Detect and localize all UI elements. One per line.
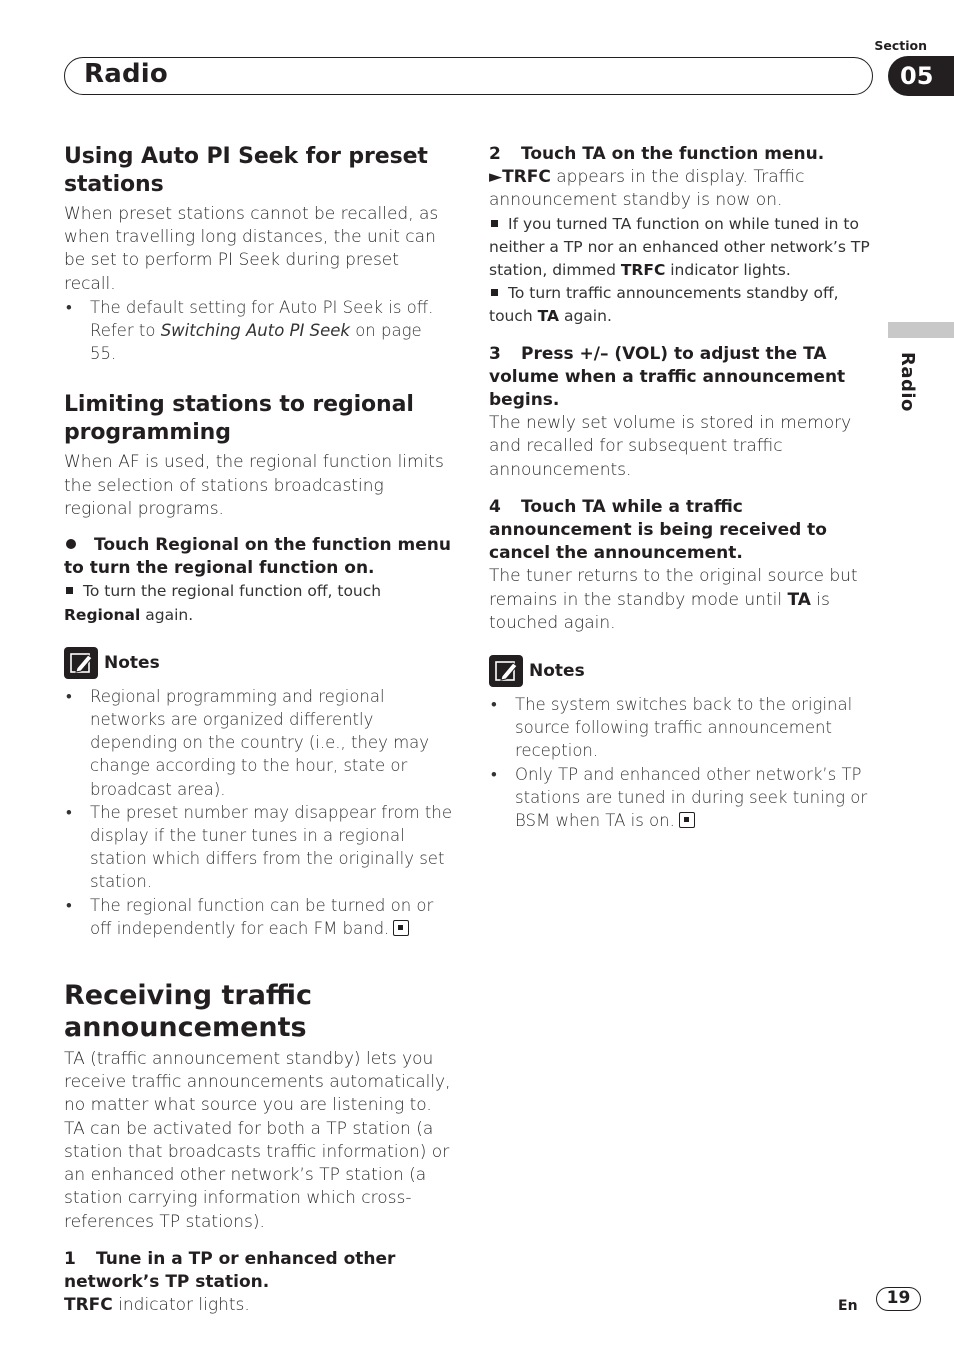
notes-list (64, 685, 452, 940)
square-bullet-icon (491, 289, 498, 296)
pencil-notes-icon (489, 655, 523, 687)
step-text: Press +/– (VOL) to adjust the TA volume when a traffic announcement begins. (489, 343, 846, 411)
list-item (64, 296, 452, 366)
indicator-keyword: TRFC (64, 1295, 113, 1316)
paragraph-traffic: TA (traffic announcement standby) lets you receive traffic announcements automatically, no matter what source you are listening to. TA can be activated for both a TP station (a station that broadcasts traffic information) or an enhanced other network’s TP station (a station carrying information which cross-references TP stations). (64, 1049, 451, 1232)
notes-title: Notes (104, 652, 160, 673)
step-2 (489, 143, 879, 166)
square-bullet-icon (66, 587, 73, 594)
list-item: • Regional programming and regional networks are organized differently depending on the country (i.e., they may change according to the hour, state or broadcast area). (64, 685, 452, 801)
heading-auto-pi-seek: Using Auto PI Seek for preset stations (64, 144, 428, 197)
list-item (64, 894, 452, 940)
note-text: To turn the regional function off, touch (83, 582, 382, 601)
step-2-body (489, 166, 879, 212)
list-text: Only TP and enhanced other network’s TP stations are tuned in during seek tuning or BSM when TA is on. (515, 764, 868, 831)
notes-header (64, 647, 452, 679)
note-keyword: TRFC (620, 261, 666, 280)
language-label: En (838, 1298, 858, 1314)
step-4 (489, 496, 879, 566)
header-frame (64, 57, 873, 95)
note-text: indicator lights. (665, 261, 791, 280)
note-keyword: Regional (64, 605, 141, 624)
body-text: appears in the display. Traffic announcement standby is now on. (489, 167, 805, 211)
step-3-body: The newly set volume is stored in memory and recalled for subsequent traffic announcements. (489, 413, 852, 480)
pencil-notes-icon (64, 647, 98, 679)
sub-note-dimmed (489, 213, 879, 283)
step-1-body (64, 1294, 452, 1317)
end-mark-icon (393, 920, 409, 936)
square-bullet-icon (491, 220, 498, 227)
step-number: 3 (489, 343, 501, 364)
list-item: • The preset number may disappear from the display if the tuner tunes in a regional station which differs from the originally set station. (64, 801, 452, 894)
list-text: The regional function can be turned on or off independently for each FM band. (90, 895, 434, 938)
step-number: 4 (489, 496, 501, 517)
section-number-badge: 05 (888, 56, 954, 96)
indicator-keyword: ►TRFC (489, 167, 551, 188)
body-text: is touched again. (489, 589, 830, 633)
list-text: The default setting for Auto PI Seek is off. Refer to (90, 297, 434, 341)
notes-title: Notes (529, 661, 585, 682)
heading-regional: Limiting stations to regional programming (64, 392, 414, 446)
body-text: The tuner returns to the original source but remains in the standby mode until (489, 566, 858, 610)
heading-traffic: Receiving traffic announcements (64, 980, 313, 1044)
step-3 (489, 343, 879, 413)
note-keyword: TA (537, 307, 560, 326)
step-text: Tune in a TP or enhanced other network’s TP station. (64, 1248, 396, 1292)
notes-list (489, 693, 879, 832)
note-text: If you turned TA function on while tuned in to neither a TP nor an enhanced other network’s TP station, dimmed (489, 214, 870, 280)
body-text: indicator lights. (112, 1295, 250, 1316)
step-regional (64, 534, 452, 580)
step-text: Touch Regional on the function menu to turn the regional function on. (64, 535, 451, 579)
paragraph-auto-pi-seek: When preset stations cannot be recalled, as when travelling long distances, the unit can be set to perform PI Seek during preset recall. (64, 204, 439, 294)
page-number: 19 (876, 1287, 921, 1311)
note-text: again. (559, 307, 612, 326)
list-item (489, 763, 879, 833)
list-text: on page 55. (90, 321, 422, 364)
step-4-body (489, 565, 879, 635)
right-column (489, 143, 879, 832)
paragraph-regional: When AF is used, the regional function limits the selection of stations broadcasting regional programs. (64, 452, 444, 519)
side-tab-bar (888, 322, 954, 338)
note-text: again. (140, 605, 194, 624)
sub-note-standby-off (489, 282, 879, 328)
step-number: 1 (64, 1248, 76, 1269)
sub-note-regional (64, 580, 452, 626)
list-item: • The system switches back to the original source following traffic announcement reception. (489, 693, 879, 763)
bullet-dot-icon (66, 539, 76, 549)
section-label: Section (874, 38, 927, 53)
auto-pi-list (64, 296, 452, 366)
notes-header (489, 655, 879, 687)
page-title: Radio (84, 59, 168, 89)
side-tab-label: Radio (897, 352, 918, 412)
step-text: Touch TA on the function menu. (521, 144, 825, 164)
end-mark-icon (679, 812, 695, 828)
body-keyword: TA (787, 589, 811, 610)
cross-reference: Switching Auto PI Seek (160, 321, 350, 341)
step-1 (64, 1248, 452, 1294)
left-column (64, 143, 452, 1317)
step-number: 2 (489, 144, 501, 164)
note-text: To turn traffic announcements standby off, touch (489, 284, 839, 326)
step-text: Touch TA while a traffic announcement is being received to cancel the announcement. (489, 496, 827, 564)
